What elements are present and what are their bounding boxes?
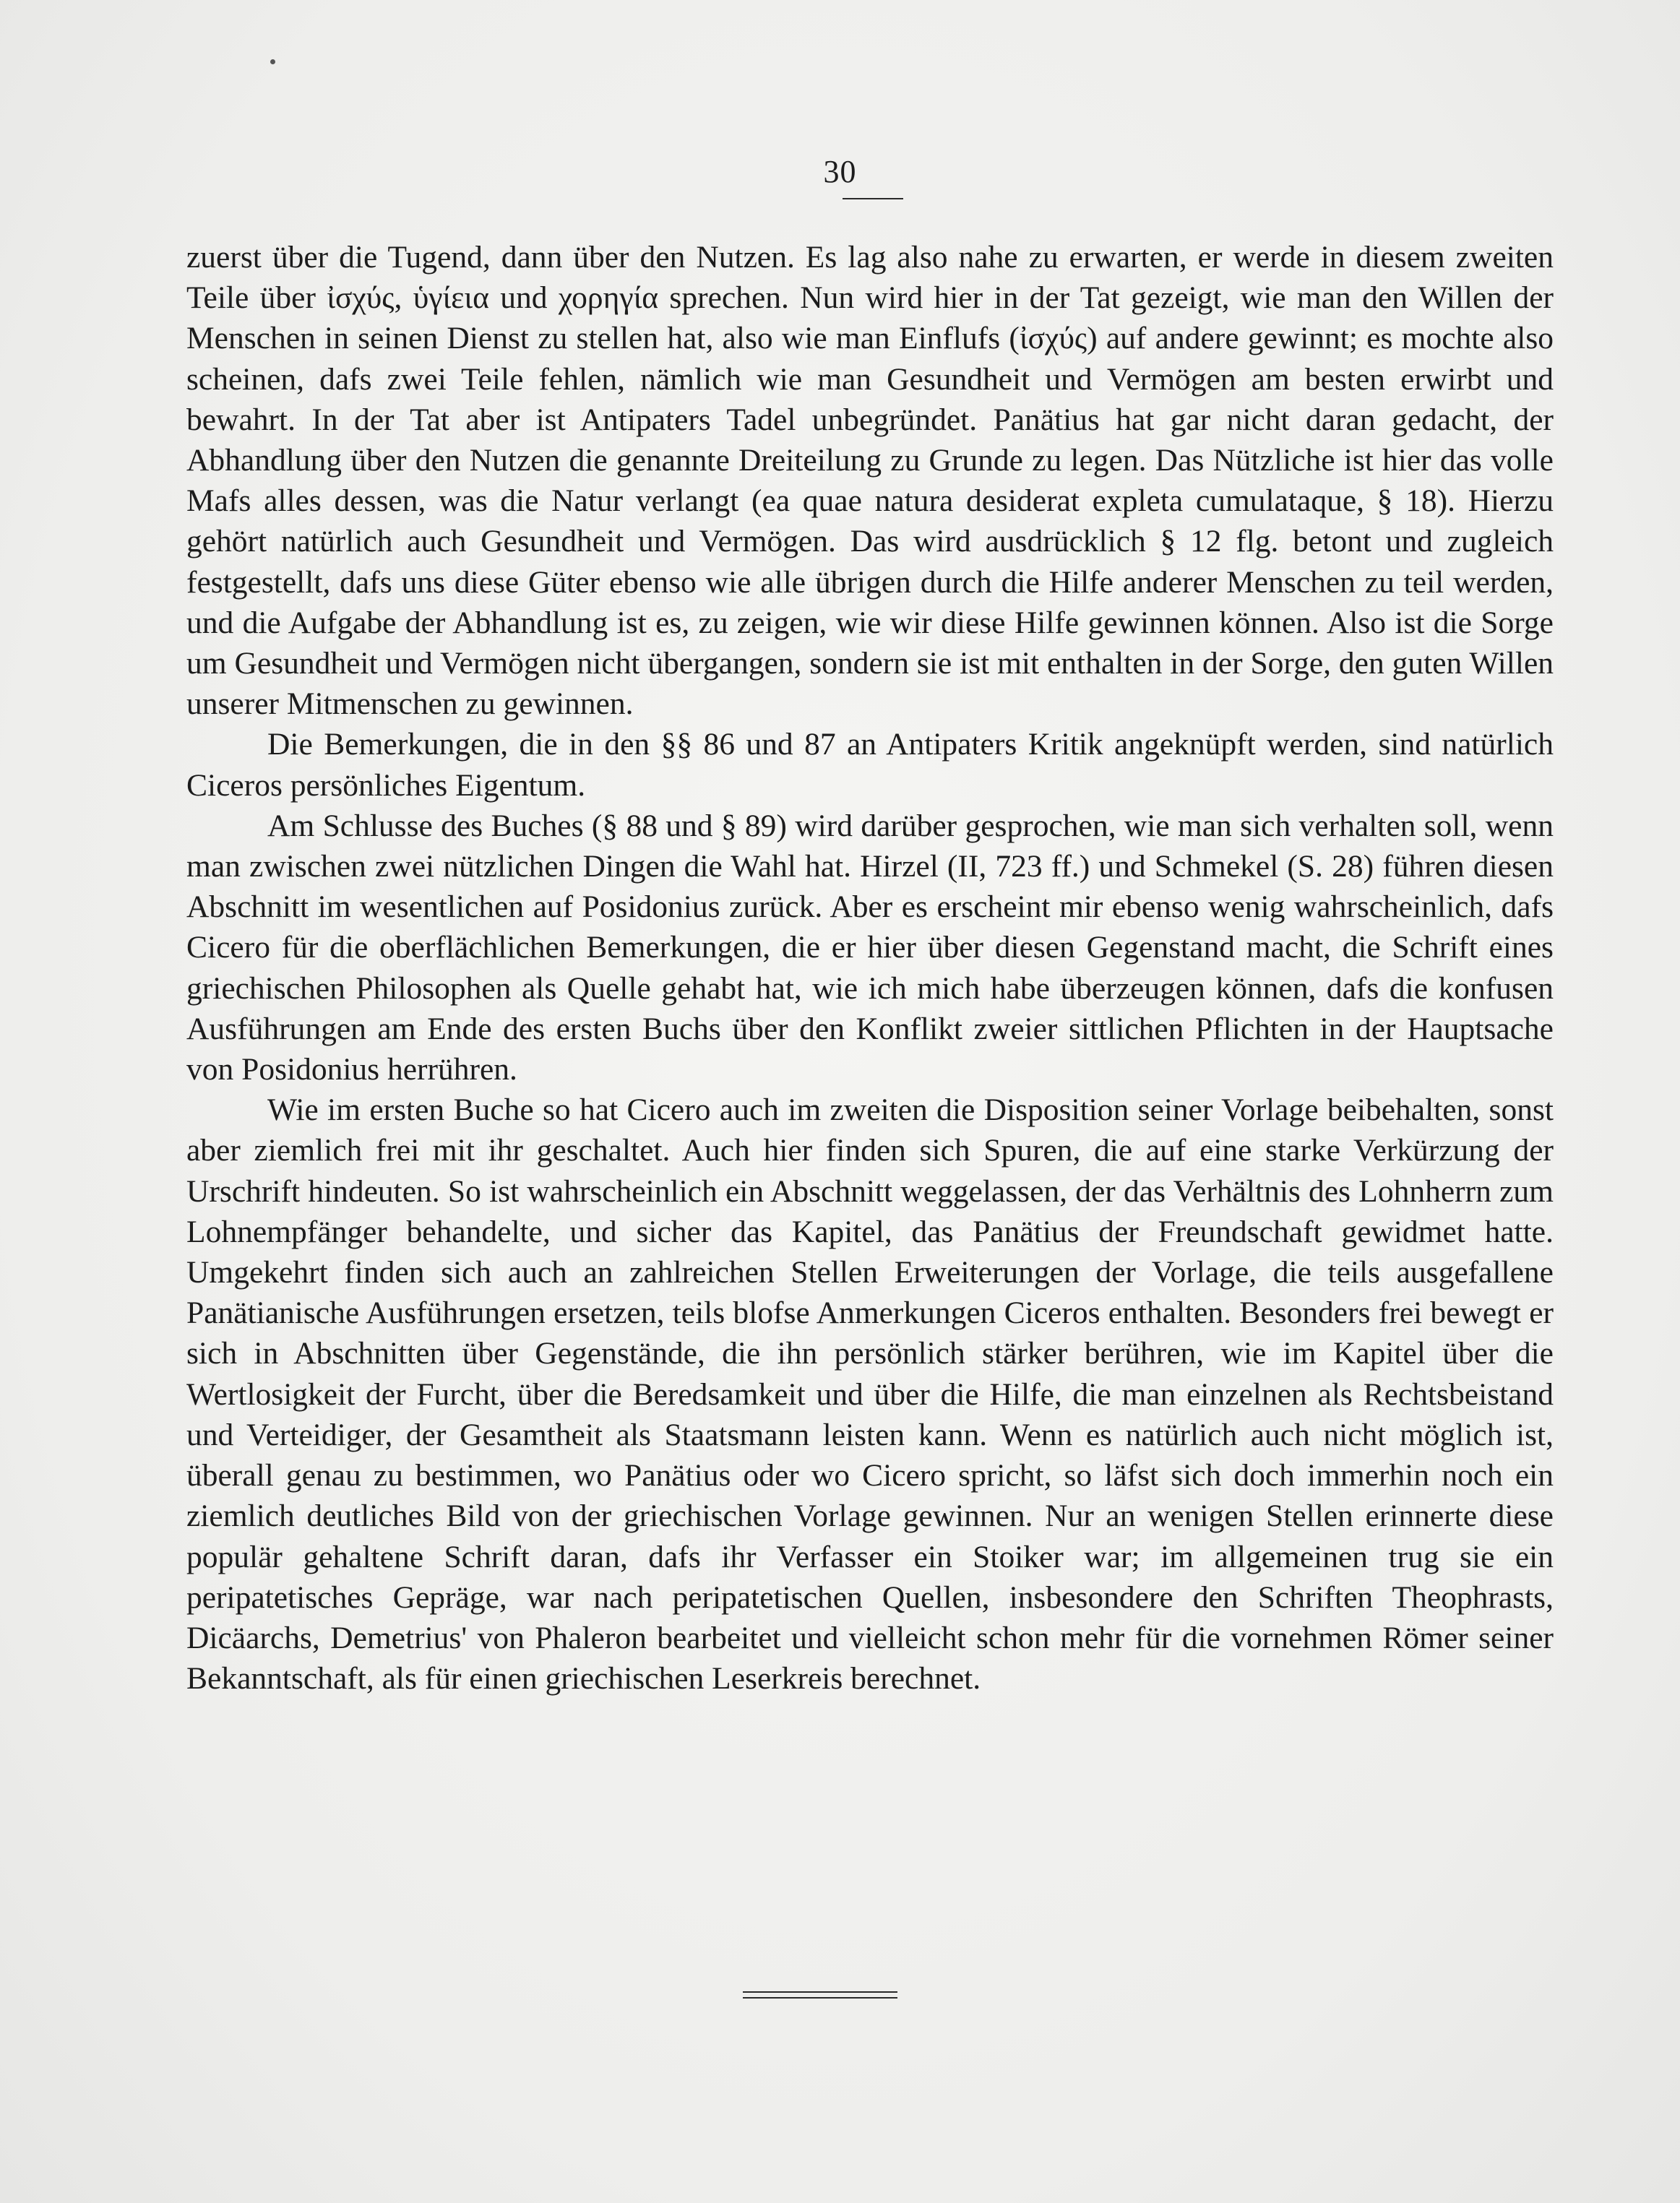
section-end-double-rule <box>743 1991 897 1999</box>
dust-speck <box>270 59 275 64</box>
page-number: 30 <box>823 154 857 189</box>
body-text <box>186 237 1554 1699</box>
paragraph-book-conclusion: Am Schlusse des Buches (§ 88 und § 89) wird darüber gesprochen, wie man sich verhalten soll, wenn man zwischen zwei nützlichen Dingen die Wahl hat. Hirzel (II, 723 ff.) und Schmekel (S. 28) führen diesen Abschnitt im wesentlichen auf Posidonius zurück. Aber es erscheint mir ebenso wenig wahrscheinlich, dafs Cicero für die oberflächlichen Bemerkungen, die er hier über diesen Gegenstand macht, die Schrift eines griechischen Philosophen als Quelle gehabt hat, wie ich mich habe überzeugen können, dafs die konfusen Ausführungen am Ende des ersten Buchs über den Konflikt zweier sittlichen Pflichten in der Hauptsache von Posidonius herrühren. <box>186 808 1554 1087</box>
paragraph-continuation: zuerst über die Tugend, dann über den Nutzen. Es lag also nahe zu erwarten, er werde in diesem zweiten Teile über ἰσχύς, ὑγίεια und χορηγία sprechen. Nun wird hier in der Tat gezeigt, wie man den Willen der Menschen in seinen Dienst zu stellen hat, also wie man Einflufs (ἰσχύς) auf andere gewinnt; es mochte also scheinen, dafs zwei Teile fehlen, nämlich wie man Gesundheit und Vermögen am besten erwirbt und bewahrt. In der Tat aber ist Antipaters Tadel unbegründet. Panätius hat gar nicht daran gedacht, der Abhandlung über den Nutzen die genannte Dreiteilung zu Grunde zu legen. Das Nützliche ist hier das volle Mafs alles dessen, was die Natur verlangt (ea quae natura desiderat expleta cumulataque, § 18). Hierzu gehört natürlich auch Gesundheit und Vermögen. Das wird ausdrücklich § 12 flg. betont und zugleich festgestellt, dafs uns diese Güter ebenso wie alle übrigen durch die Hilfe anderer Menschen zu teil werden, und die Aufgabe der Abhandlung ist es, zu zeigen, wie wir diese Hilfe gewinnen können. Also ist die Sorge um Gesundheit und Vermögen nicht übergangen, sondern sie ist mit enthalten in der Sorge, den guten Willen unserer Mitmenschen zu gewinnen. <box>186 240 1554 722</box>
page-number-underline <box>843 198 903 199</box>
paragraph-antipater-remarks: Die Bemerkungen, die in den §§ 86 und 87 an Antipaters Kritik angeknüpft werden, sind natürlich Ciceros persönliches Eigentum. <box>186 727 1554 803</box>
paragraph-second-book-disposition: Wie im ersten Buche so hat Cicero auch im zweiten die Disposition seiner Vorlage beibehalten, sonst aber ziemlich frei mit ihr geschaltet. Auch hier finden sich Spuren, die auf eine starke Verkürzung der Urschrift hindeuten. So ist wahrscheinlich ein Abschnitt weggelassen, der das Verhältnis des Lohnherrn zum Lohnempfänger behandelte, und sicher das Kapitel, das Panätius der Freundschaft gewidmet hatte. Umgekehrt finden sich auch an zahlreichen Stellen Erweiterungen der Vorlage, die teils ausgefallene Panätianische Ausführungen ersetzen, teils blofse Anmerkungen Ciceros enthalten. Besonders frei bewegt er sich in Abschnitten über Gegenstände, die ihn persönlich stärker berühren, wie im Kapitel über die Wertlosigkeit der Furcht, über die Beredsamkeit und über die Hilfe, die man einzelnen als Rechtsbeistand und Verteidiger, der Gesamtheit als Staatsmann leisten kann. Wenn es natürlich auch nicht möglich ist, überall genau zu bestimmen, wo Panätius oder wo Cicero spricht, so läfst sich doch immerhin noch ein ziemlich deutliches Bild von der griechischen Vorlage gewinnen. Nur an wenigen Stellen erinnerte diese populär gehaltene Schrift daran, dafs ihr Verfasser ein Stoiker war; im allgemeinen trug sie ein peripatetisches Gepräge, war nach peripatetischen Quellen, insbesondere den Schriften Theophrasts, Dicäarchs, Demetrius' von Phaleron bearbeitet und vielleicht schon mehr für die vornehmen Römer seiner Bekanntschaft, als für einen griechischen Leserkreis berechnet. <box>186 1092 1554 1697</box>
